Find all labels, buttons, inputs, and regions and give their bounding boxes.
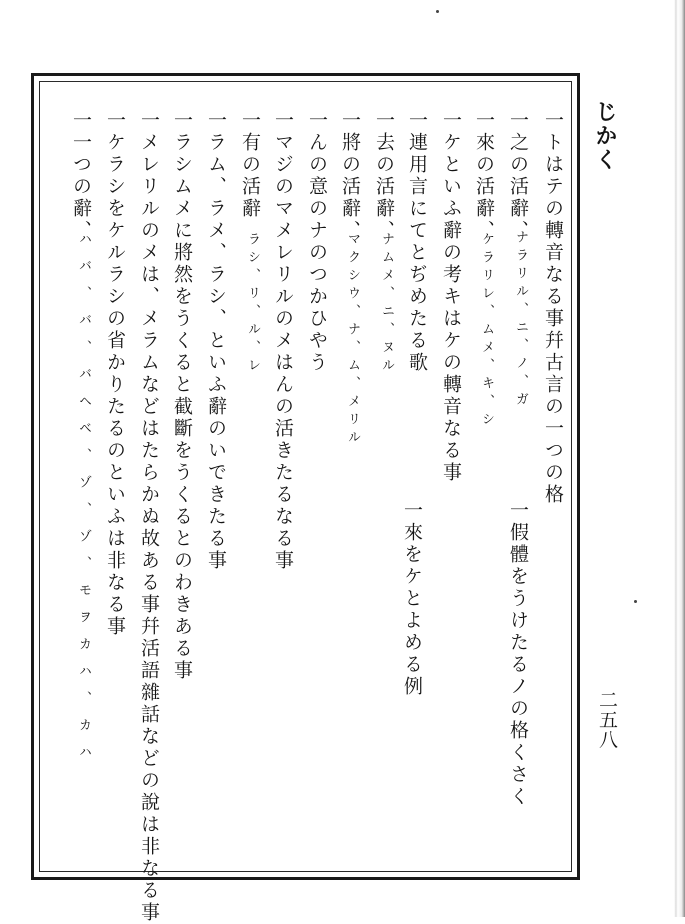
sub-label-3: ケラリレ、ムメ、キ、シ [479,232,494,430]
sub-label-15: ハバ、バ、バヘベ、ゾ、ゾ、モヲカハ、カハ [76,232,91,772]
sub-line-5b: 一來をケとよめる例 [401,500,423,698]
index-line-8: 一んの意のナのつかひやう [306,110,328,374]
sub-label-10: ラシ、リ、ル、レ [245,232,260,376]
index-line-9: 一マジのマメレリルのメはんの活きたるなる事 [272,110,294,572]
index-line-6: 一去の活辭、 [373,110,395,242]
scan-speck [436,10,439,13]
index-line-4: 一ケといふ辭の考キはケの轉音なる事 [440,110,462,484]
page-number: 二五八 [596,690,618,750]
index-line-2: 一之の活辭、 [507,110,529,242]
index-line-5: 一連用言にてとぢめたる歌 [406,110,428,374]
index-line-3: 一來の活辭、 [473,110,495,242]
index-line-1: 一トはテの轉音なる事幷古言の一つの格 [542,110,564,506]
sub-label-2: ナラリル、ニ、ノ、ガ [513,230,528,410]
index-line-11: 一ラム、ラメ、ラシ、といふ辭のいできたる事 [205,110,227,572]
index-line-10: 一有の活辭 [239,110,261,220]
index-line-15: 一一つの辭、 [70,110,92,242]
sub-label-7: マクシウ、ナ、ム、メリル [345,232,360,448]
scan-speck [634,600,637,603]
index-line-12: 一ラシムメに將然をうくると截斷をうくるとのわきある事 [171,110,193,682]
page-header: じかく [592,100,618,172]
index-line-13: 一メレリルのメは、メラムなどはたらかぬ故ある事幷活語雜話などの說は非なる事 [138,110,160,924]
sub-label-6: ナムメ、ニ、ヌル [379,232,394,376]
sub-line-2b: 一假體をうけたるノの格くさく [507,500,529,808]
index-line-7: 一將の活辭、 [339,110,361,242]
index-line-14: 一ケラシをケルラシの省かりたるのといふは非なる事 [104,110,126,638]
scan-edge [661,0,685,917]
